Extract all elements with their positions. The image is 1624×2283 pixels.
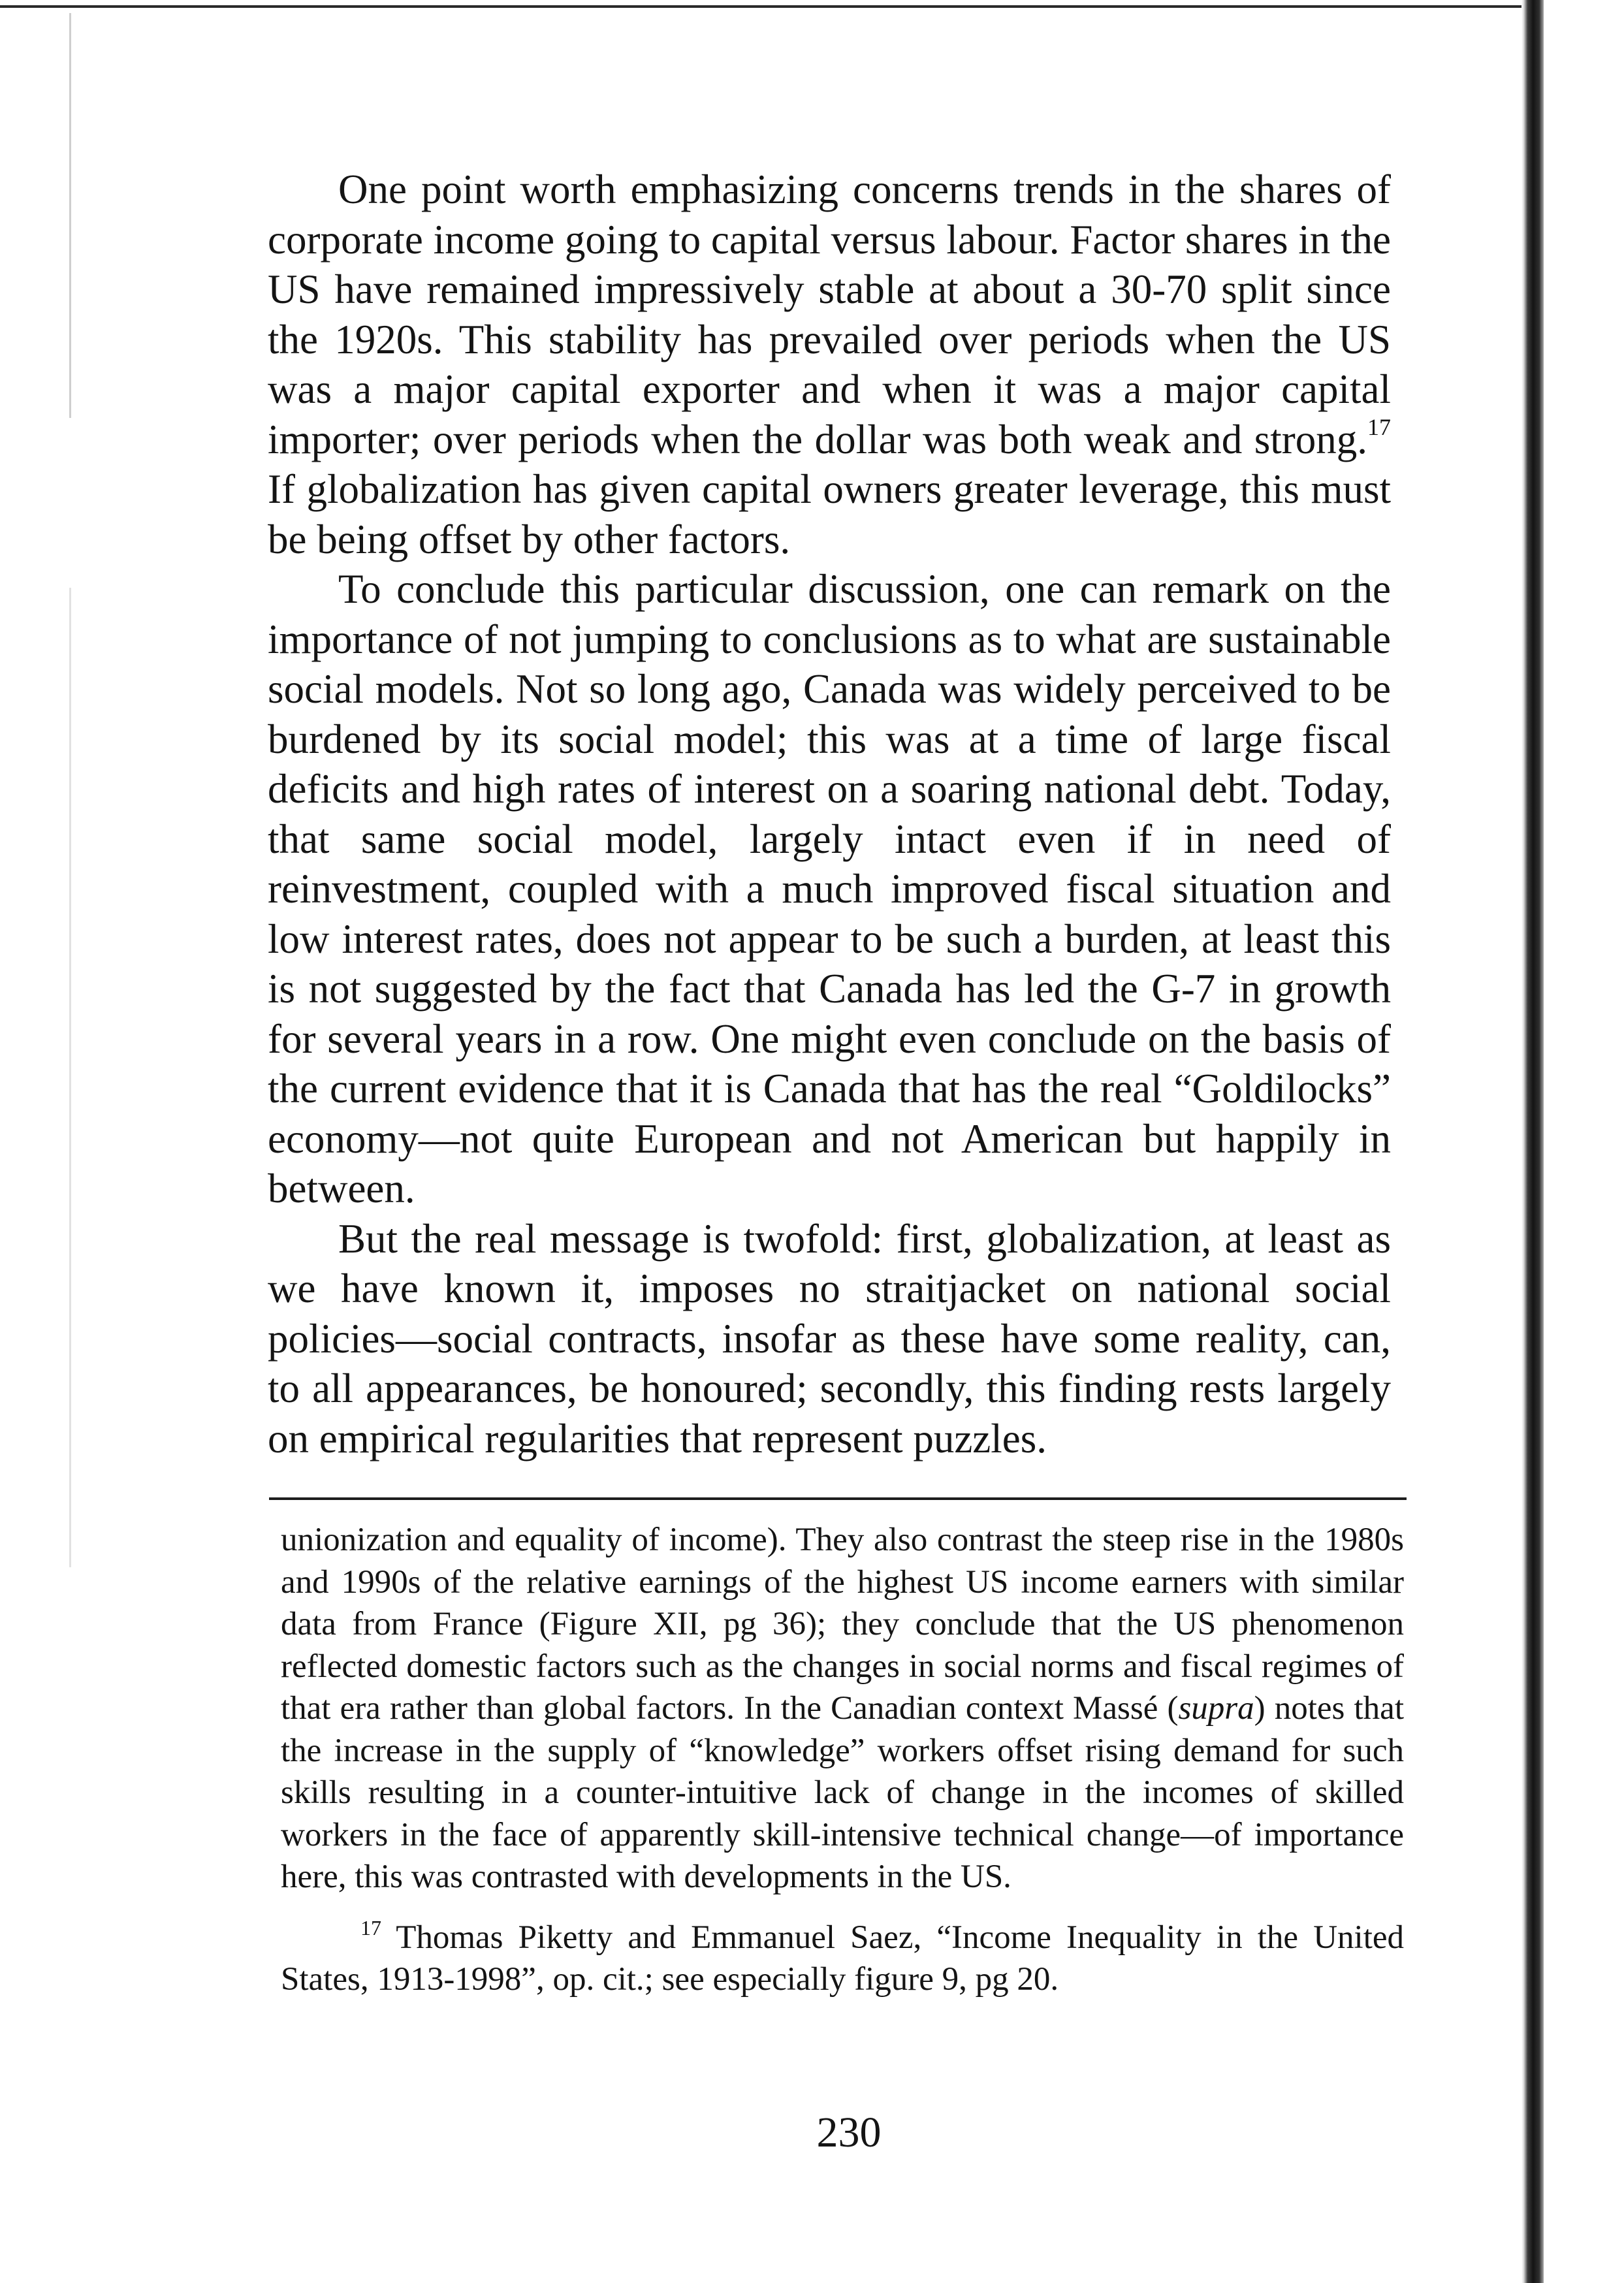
footnote-reference-17: 17 <box>1367 413 1391 440</box>
paragraph-text: One point worth emphasizing concerns trends in the shares of corporate income going to capital versus labour. Factor shares in the US have remained impressively stable at about a 30-70 split since the 1920s. This stability has prevailed over periods when the US was a major capital exporter and when it was a major capital importer; over periods when the dollar was both weak and strong. <box>268 167 1391 462</box>
scan-fold-line-lower <box>69 588 71 1567</box>
footnote-17 <box>281 1917 1404 2001</box>
footnote-17-text: Thomas Piketty and Emmanuel Saez, “Income Inequality in the United States, 1913-1998”, op. cit.; see especially figure 9, pg 20. <box>281 1919 1404 1998</box>
book-binding-edge <box>1521 0 1544 2283</box>
main-text <box>268 165 1391 1463</box>
paragraph-text-continued: If globalization has given capital owners greater leverage, this must be being offset by other factors. <box>268 466 1391 562</box>
footnote-number-17: 17 <box>360 1915 381 1940</box>
paragraph-social-models: To conclude this particular discussion, one can remark on the importance of not jumping to conclusions as to what are sustainable social models. Not so long ago, Canada was widely perceived to be burdened by its social model; this was at a time of large fiscal deficits and high rates of interest on a soaring national debt. Today, that same social model, largely intact even if in need of reinvestment, coupled with a much improved fiscal situation and low interest rates, does not appear to be such a burden, at least this is not suggested by the fact that Canada has led the G-7 in growth for several years in a row. One might even conclude on the basis of the current evidence that it is Canada that has the real “Goldilocks” economy—not quite European and not American but happily in between. <box>268 566 1391 1211</box>
footnote-italic-term: supra <box>1178 1690 1254 1727</box>
page-margin-right <box>1544 0 1624 2283</box>
scan-fold-line <box>69 13 71 418</box>
footnotes <box>281 1519 1404 2001</box>
page-number: 230 <box>816 2109 882 2156</box>
footnote-text-continued: ) notes that the increase in the supply of “knowledge” workers offset rising demand for such skills resulting in a counter-intuitive lack of change in the incomes of skilled workers in the face of apparently skill-intensive technical change—of importance here, this was contrasted with developments in the US. <box>281 1690 1404 1895</box>
page-top-edge <box>0 5 1548 8</box>
paragraph-twofold-message: But the real message is twofold: first, globalization, at least as we have known it, imposes no straitjacket on national social policies—social contracts, insofar as these have some reality, can, to all appearances, be honoured; secondly, this finding rests largely on empirical regularities that represent puzzles. <box>268 1215 1391 1461</box>
paragraph-factor-shares <box>268 165 1391 564</box>
footnote-separator <box>269 1497 1407 1500</box>
footnote-continued <box>281 1519 1404 1898</box>
footnote-text: unionization and equality of income). They also contrast the steep rise in the 1980s and 1990s of the relative earnings of the highest US income earners with similar data from France (Figure XII, pg 36); they conclude that the US phenomenon reflected domestic factors such as the changes in social norms and fiscal regimes of that era rather than global factors. In the Canadian context Massé ( <box>281 1522 1404 1727</box>
